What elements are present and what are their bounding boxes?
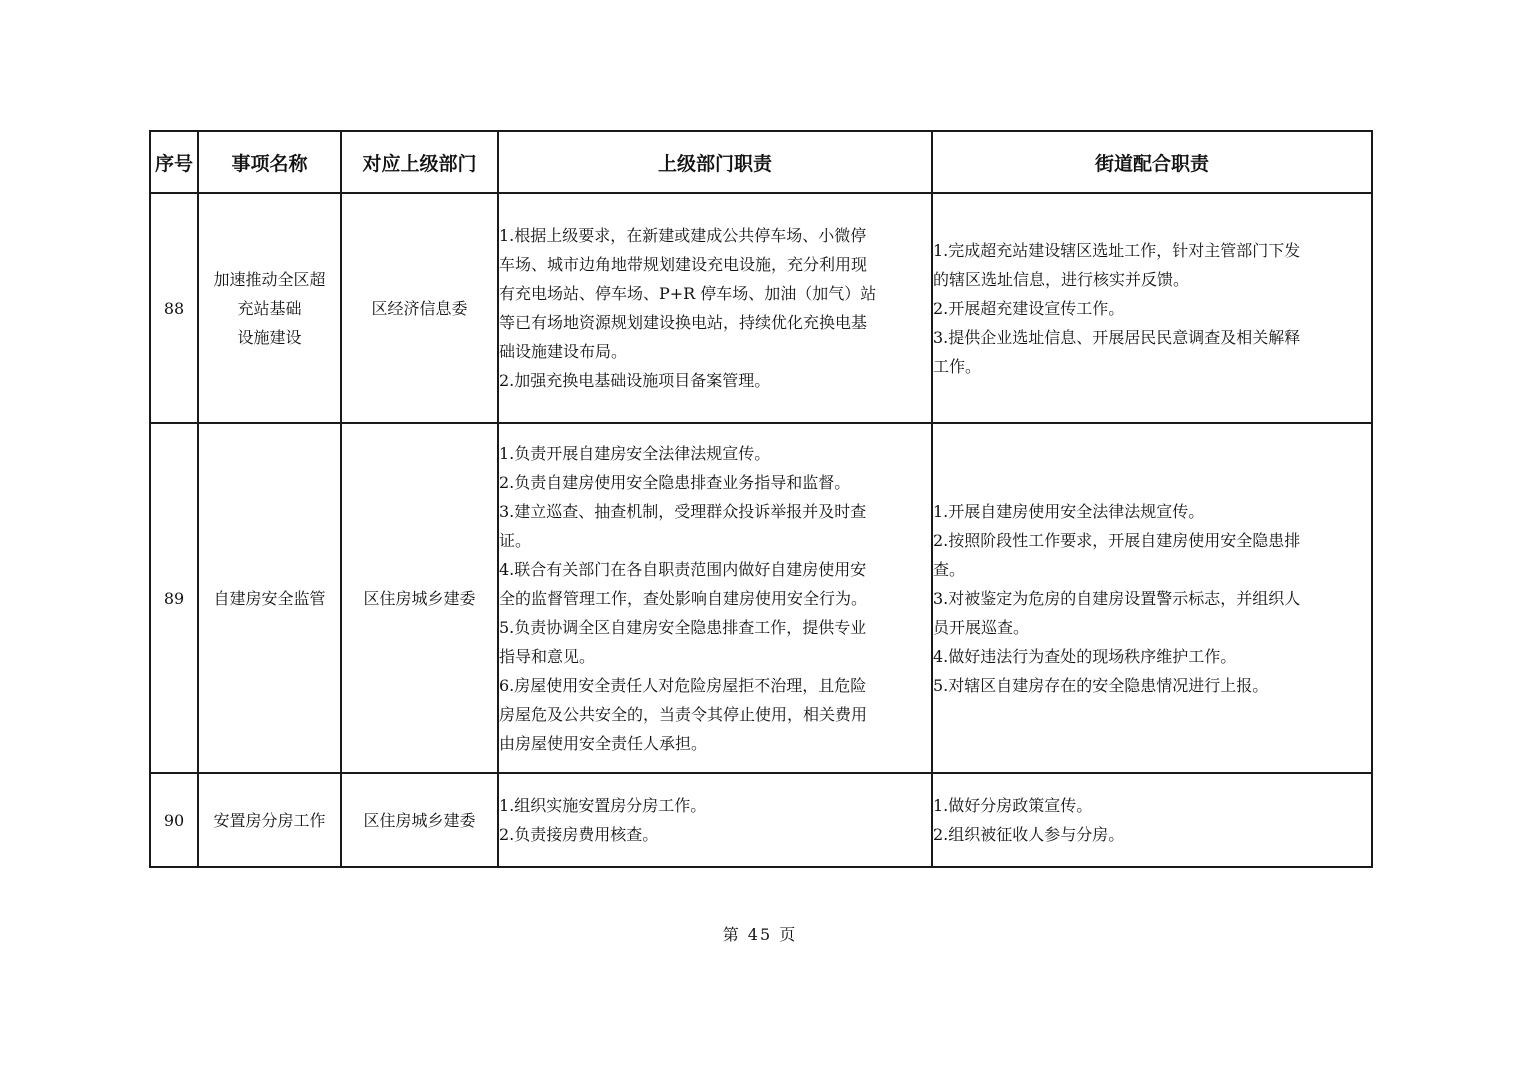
duty-line: 查。 xyxy=(933,559,966,579)
duty-line: 4.联合有关部门在各自职责范围内做好自建房使用安 xyxy=(499,559,867,579)
duty-line: 3.建立巡查、抽查机制，受理群众投诉举报并及时查 xyxy=(499,501,867,521)
row-serial: 90 xyxy=(150,773,198,867)
table-header-row xyxy=(150,131,1372,193)
row-upper-duties xyxy=(498,193,932,423)
duty-line: 2.负责自建房使用安全隐患排查业务指导和监督。 xyxy=(499,472,851,492)
duty-line: 1.做好分房政策宣传。 xyxy=(933,796,1093,815)
duty-line: 的辖区选址信息，进行核实并反馈。 xyxy=(933,269,1190,289)
item-name-line: 设施建设 xyxy=(237,327,302,347)
duty-line: 证。 xyxy=(499,530,532,550)
page-number: 第 45 页 xyxy=(722,925,798,944)
row-upper-duties xyxy=(498,423,932,773)
row-department: 区经济信息委 xyxy=(341,193,498,423)
duty-line: 1.完成超充站建设辖区选址工作，针对主管部门下发 xyxy=(933,240,1301,260)
header-item-name: 事项名称 xyxy=(198,131,341,193)
duty-line: 员开展巡查。 xyxy=(933,617,1030,637)
duty-line: 6.房屋使用安全责任人对危险房屋拒不治理，且危险 xyxy=(499,675,867,695)
row-street-duties xyxy=(932,193,1372,423)
row-department: 区住房城乡建委 xyxy=(341,423,498,773)
duty-line: 工作。 xyxy=(933,356,982,376)
row-item-name xyxy=(198,423,341,773)
duty-line: 由房屋使用安全责任人承担。 xyxy=(499,733,708,753)
table-row xyxy=(150,423,1372,773)
item-name-line: 安置房分房工作 xyxy=(213,810,326,830)
item-name-line: 充站基础 xyxy=(237,298,302,318)
duty-line: 1.负责开展自建房安全法律法规宣传。 xyxy=(499,443,771,463)
row-serial: 88 xyxy=(150,193,198,423)
row-department: 区住房城乡建委 xyxy=(341,773,498,867)
duty-line: 车场、城市边角地带规划建设充电设施，充分利用现 xyxy=(499,255,868,274)
row-item-name xyxy=(198,193,341,423)
row-street-duties xyxy=(932,773,1372,867)
row-street-duties xyxy=(932,423,1372,773)
duty-line: 2.按照阶段性工作要求，开展自建房使用安全隐患排 xyxy=(933,530,1301,550)
table-row xyxy=(150,773,1372,867)
duty-line: 5.负责协调全区自建房安全隐患排查工作，提供专业 xyxy=(499,617,867,637)
duty-line: 1.开展自建房使用安全法律法规宣传。 xyxy=(933,501,1205,521)
item-name-line: 加速推动全区超 xyxy=(213,269,326,289)
header-upper-duties: 上级部门职责 xyxy=(498,131,932,193)
table-row xyxy=(150,193,1372,423)
duty-line: 2.负责接房费用核查。 xyxy=(499,825,659,844)
duty-line: 1.根据上级要求，在新建或建成公共停车场、小微停 xyxy=(499,226,867,245)
duty-line: 等已有场地资源规划建设换电站，持续优化充换电基 xyxy=(499,313,868,332)
duty-line: 5.对辖区自建房存在的安全隐患情况进行上报。 xyxy=(933,675,1269,695)
duty-line: 2.组织被征收人参与分房。 xyxy=(933,825,1125,844)
item-name-line: 自建房安全监管 xyxy=(213,588,326,608)
duty-line: 全的监督管理工作，查处影响自建房使用安全行为。 xyxy=(499,588,868,608)
duty-table xyxy=(149,130,1373,868)
duty-line: 1.组织实施安置房分房工作。 xyxy=(499,796,707,815)
duty-line: 房屋危及公共安全的，当责令其停止使用，相关费用 xyxy=(499,704,868,724)
row-upper-duties xyxy=(498,773,932,867)
duty-line: 指导和意见。 xyxy=(499,646,596,666)
duty-line: 2.开展超充建设宣传工作。 xyxy=(933,298,1125,318)
row-serial: 89 xyxy=(150,423,198,773)
duty-line: 4.做好违法行为查处的现场秩序维护工作。 xyxy=(933,646,1237,666)
duty-line: 2.加强充换电基础设施项目备案管理。 xyxy=(499,371,771,390)
duty-line: 有充电场站、停车场、P+R 停车场、加油（加气）站 xyxy=(499,284,877,303)
duty-line: 础设施建设布局。 xyxy=(499,342,628,361)
header-serial: 序号 xyxy=(150,131,198,193)
duty-line: 3.对被鉴定为危房的自建房设置警示标志，并组织人 xyxy=(933,588,1301,608)
duty-line: 3.提供企业选址信息、开展居民民意调查及相关解释 xyxy=(933,327,1301,347)
header-department: 对应上级部门 xyxy=(341,131,498,193)
row-item-name xyxy=(198,773,341,867)
header-street-duties: 街道配合职责 xyxy=(932,131,1372,193)
